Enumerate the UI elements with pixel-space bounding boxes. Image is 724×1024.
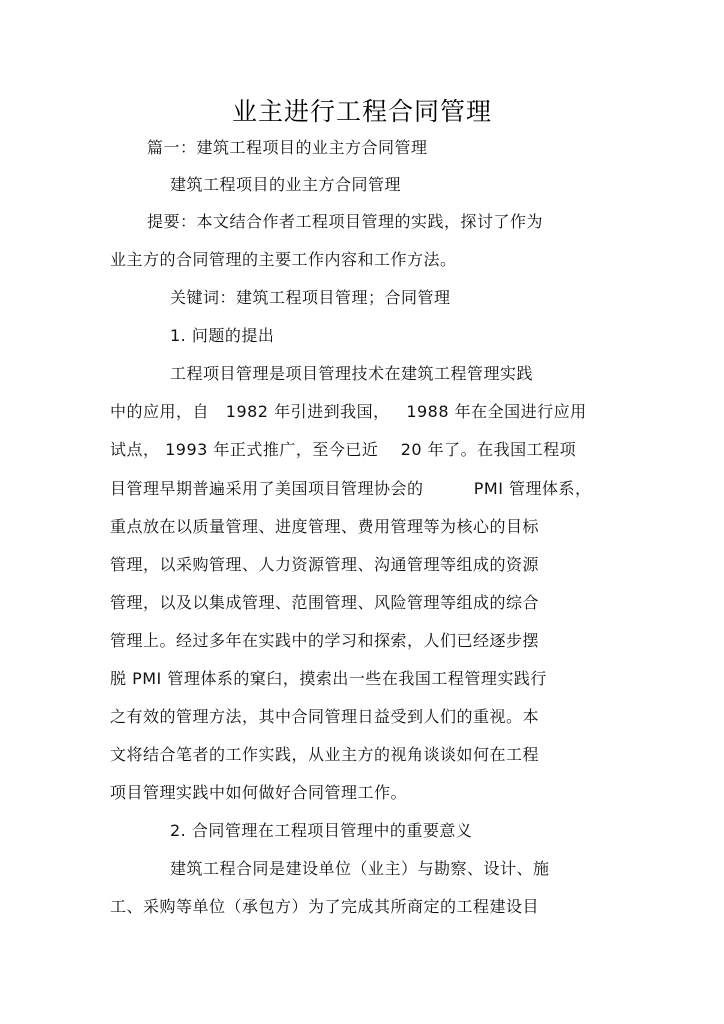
body-line: 管理，以及以集成管理、范围管理、风险管理等组成的综合 [110,593,540,612]
body-line: 目管理早期普遍采用了美国项目管理协会的 PMI 管理体系， [110,479,592,498]
body-line: 文将结合笔者的工作实践，从业主方的视角谈谈如何在工程 [110,745,540,764]
body-line: 中的应用，自 1982 年引进到我国， 1988 年在全国进行应用 [110,402,587,421]
body-line: 重点放在以质量管理、进度管理、费用管理等为核心的目标 [110,517,540,536]
subheading: 2. 合同管理在工程项目管理中的重要意义 [170,821,473,840]
document-title: 业主进行工程合同管理 [231,97,492,126]
section-heading: 篇一：建筑工程项目的业主方合同管理 [147,138,428,157]
abstract-line: 提要：本文结合作者工程项目管理的实践，探讨了作为 [147,212,544,231]
body-line: 管理上。经过多年在实践中的学习和探索，人们已经逐步摆 [110,631,540,650]
body-line: 工、采购等单位（承包方）为了完成其所商定的工程建设目 [110,897,540,916]
body-line: 建筑工程合同是建设单位（业主）与勘察、设计、施 [170,859,550,878]
subheading: 1. 问题的提出 [170,326,275,345]
body-line: 之有效的管理方法，其中合同管理日益受到人们的重视。本 [110,707,540,726]
article-title: 建筑工程项目的业主方合同管理 [170,175,402,194]
abstract-line: 业主方的合同管理的主要工作内容和工作方法。 [110,250,457,269]
keywords-line: 关键词：建筑工程项目管理；合同管理 [170,288,451,307]
body-line: 管理，以采购管理、人力资源管理、沟通管理等组成的资源 [110,555,540,574]
body-line: 项目管理实践中如何做好合同管理工作。 [110,783,408,802]
body-line: 工程项目管理是项目管理技术在建筑工程管理实践 [170,364,534,383]
body-line: 脱 PMI 管理体系的窠臼，摸索出一些在我国工程管理实践行 [110,669,547,688]
body-line: 试点， 1993 年正式推广，至今已近 20 年了。在我国工程项 [110,440,577,459]
